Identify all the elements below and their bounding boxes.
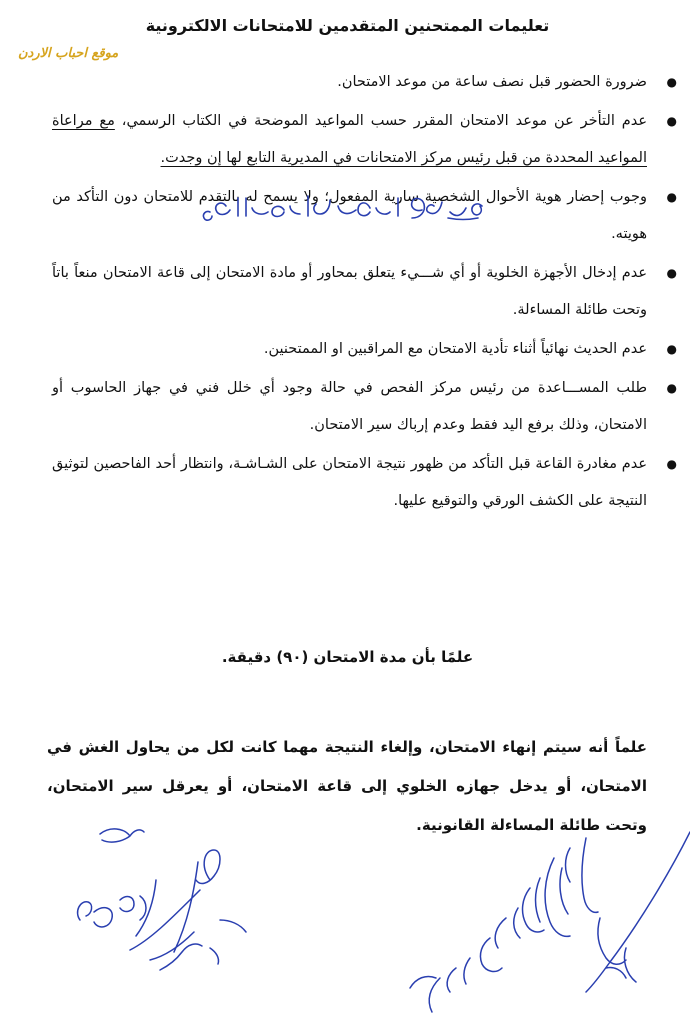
- duration-note: علمًا بأن مدة الامتحان (٩٠) دقيقة.: [221, 648, 474, 666]
- instruction-item: [52, 370, 677, 444]
- instruction-text: عدم الحديث نهائياً أثناء تأدية الامتحان مع المراقبين او الممتحنين.: [263, 341, 647, 357]
- bullet-icon: ●: [666, 342, 677, 356]
- instruction-underlined-text: مع مراعاة المواعيد المحددة من قبل رئيس مركز الامتحانات في المديرية التابع لها إن وجدت.: [52, 113, 647, 166]
- signature-right: [390, 828, 690, 1018]
- bullet-icon: ●: [666, 75, 677, 89]
- site-watermark: موقع احباب الاردن: [18, 46, 119, 61]
- handwritten-note: [190, 188, 490, 228]
- instruction-text: وجوب إحضار هوية الأحوال الشخصية سارية المفعول؛ ولا يسمح له بالتقدم للامتحان دون التأكد من هويته.: [52, 189, 647, 242]
- instruction-item: [52, 103, 677, 177]
- warning-paragraph: علماً أنه سيتم إنهاء الامتحان، وإلغاء النتيجة مهما كانت لكل من يحاول الغش في الامتحان، أو يدخل جهازه الخلوي إلى قاعة الامتحان، أو يعرقل سير الامتحان، وتحت طائلة المساءلة القانونية.: [47, 738, 647, 834]
- instruction-text: طلب المســـاعدة من رئيس مركز الفحص في حالة وجود أي خلل فني في جهاز الحاسوب أو الامتحان، وذلك برفع اليد فقط وعدم إرباك سير الامتحان.: [52, 380, 647, 433]
- bullet-icon: ●: [666, 114, 677, 128]
- signature-left: [60, 820, 270, 990]
- bullet-icon: ●: [666, 190, 677, 204]
- bullet-icon: ●: [666, 457, 677, 471]
- bullet-icon: ●: [666, 381, 677, 395]
- instruction-item: [52, 255, 677, 329]
- instruction-item: [52, 331, 677, 368]
- instruction-text: عدم التأخر عن موعد الامتحان المقرر حسب المواعيد الموضحة في الكتاب الرسمي،: [121, 113, 647, 129]
- instruction-text: ضرورة الحضور قبل نصف ساعة من موعد الامتحان.: [337, 74, 647, 90]
- instructions-list: [52, 64, 677, 522]
- instruction-item: [52, 64, 677, 101]
- instruction-text: عدم مغادرة القاعة قبل التأكد من ظهور نتيجة الامتحان على الشـاشـة، وانتظار أحد الفاحصين لتوثيق النتيجة على الكشف الورقي والتوقيع عليها.: [52, 456, 647, 509]
- instruction-item: [52, 446, 677, 520]
- bullet-icon: ●: [666, 266, 677, 280]
- instruction-text: عدم إدخال الأجهزة الخلوية أو أي شـــيء يتعلق بمحاور أو مادة الامتحان إلى قاعة الامتحان منعاً باتاً وتحت طائلة المساءلة.: [52, 265, 647, 318]
- document-title: تعليمات الممتحنين المتقدمين للامتحانات الالكترونية: [145, 16, 550, 35]
